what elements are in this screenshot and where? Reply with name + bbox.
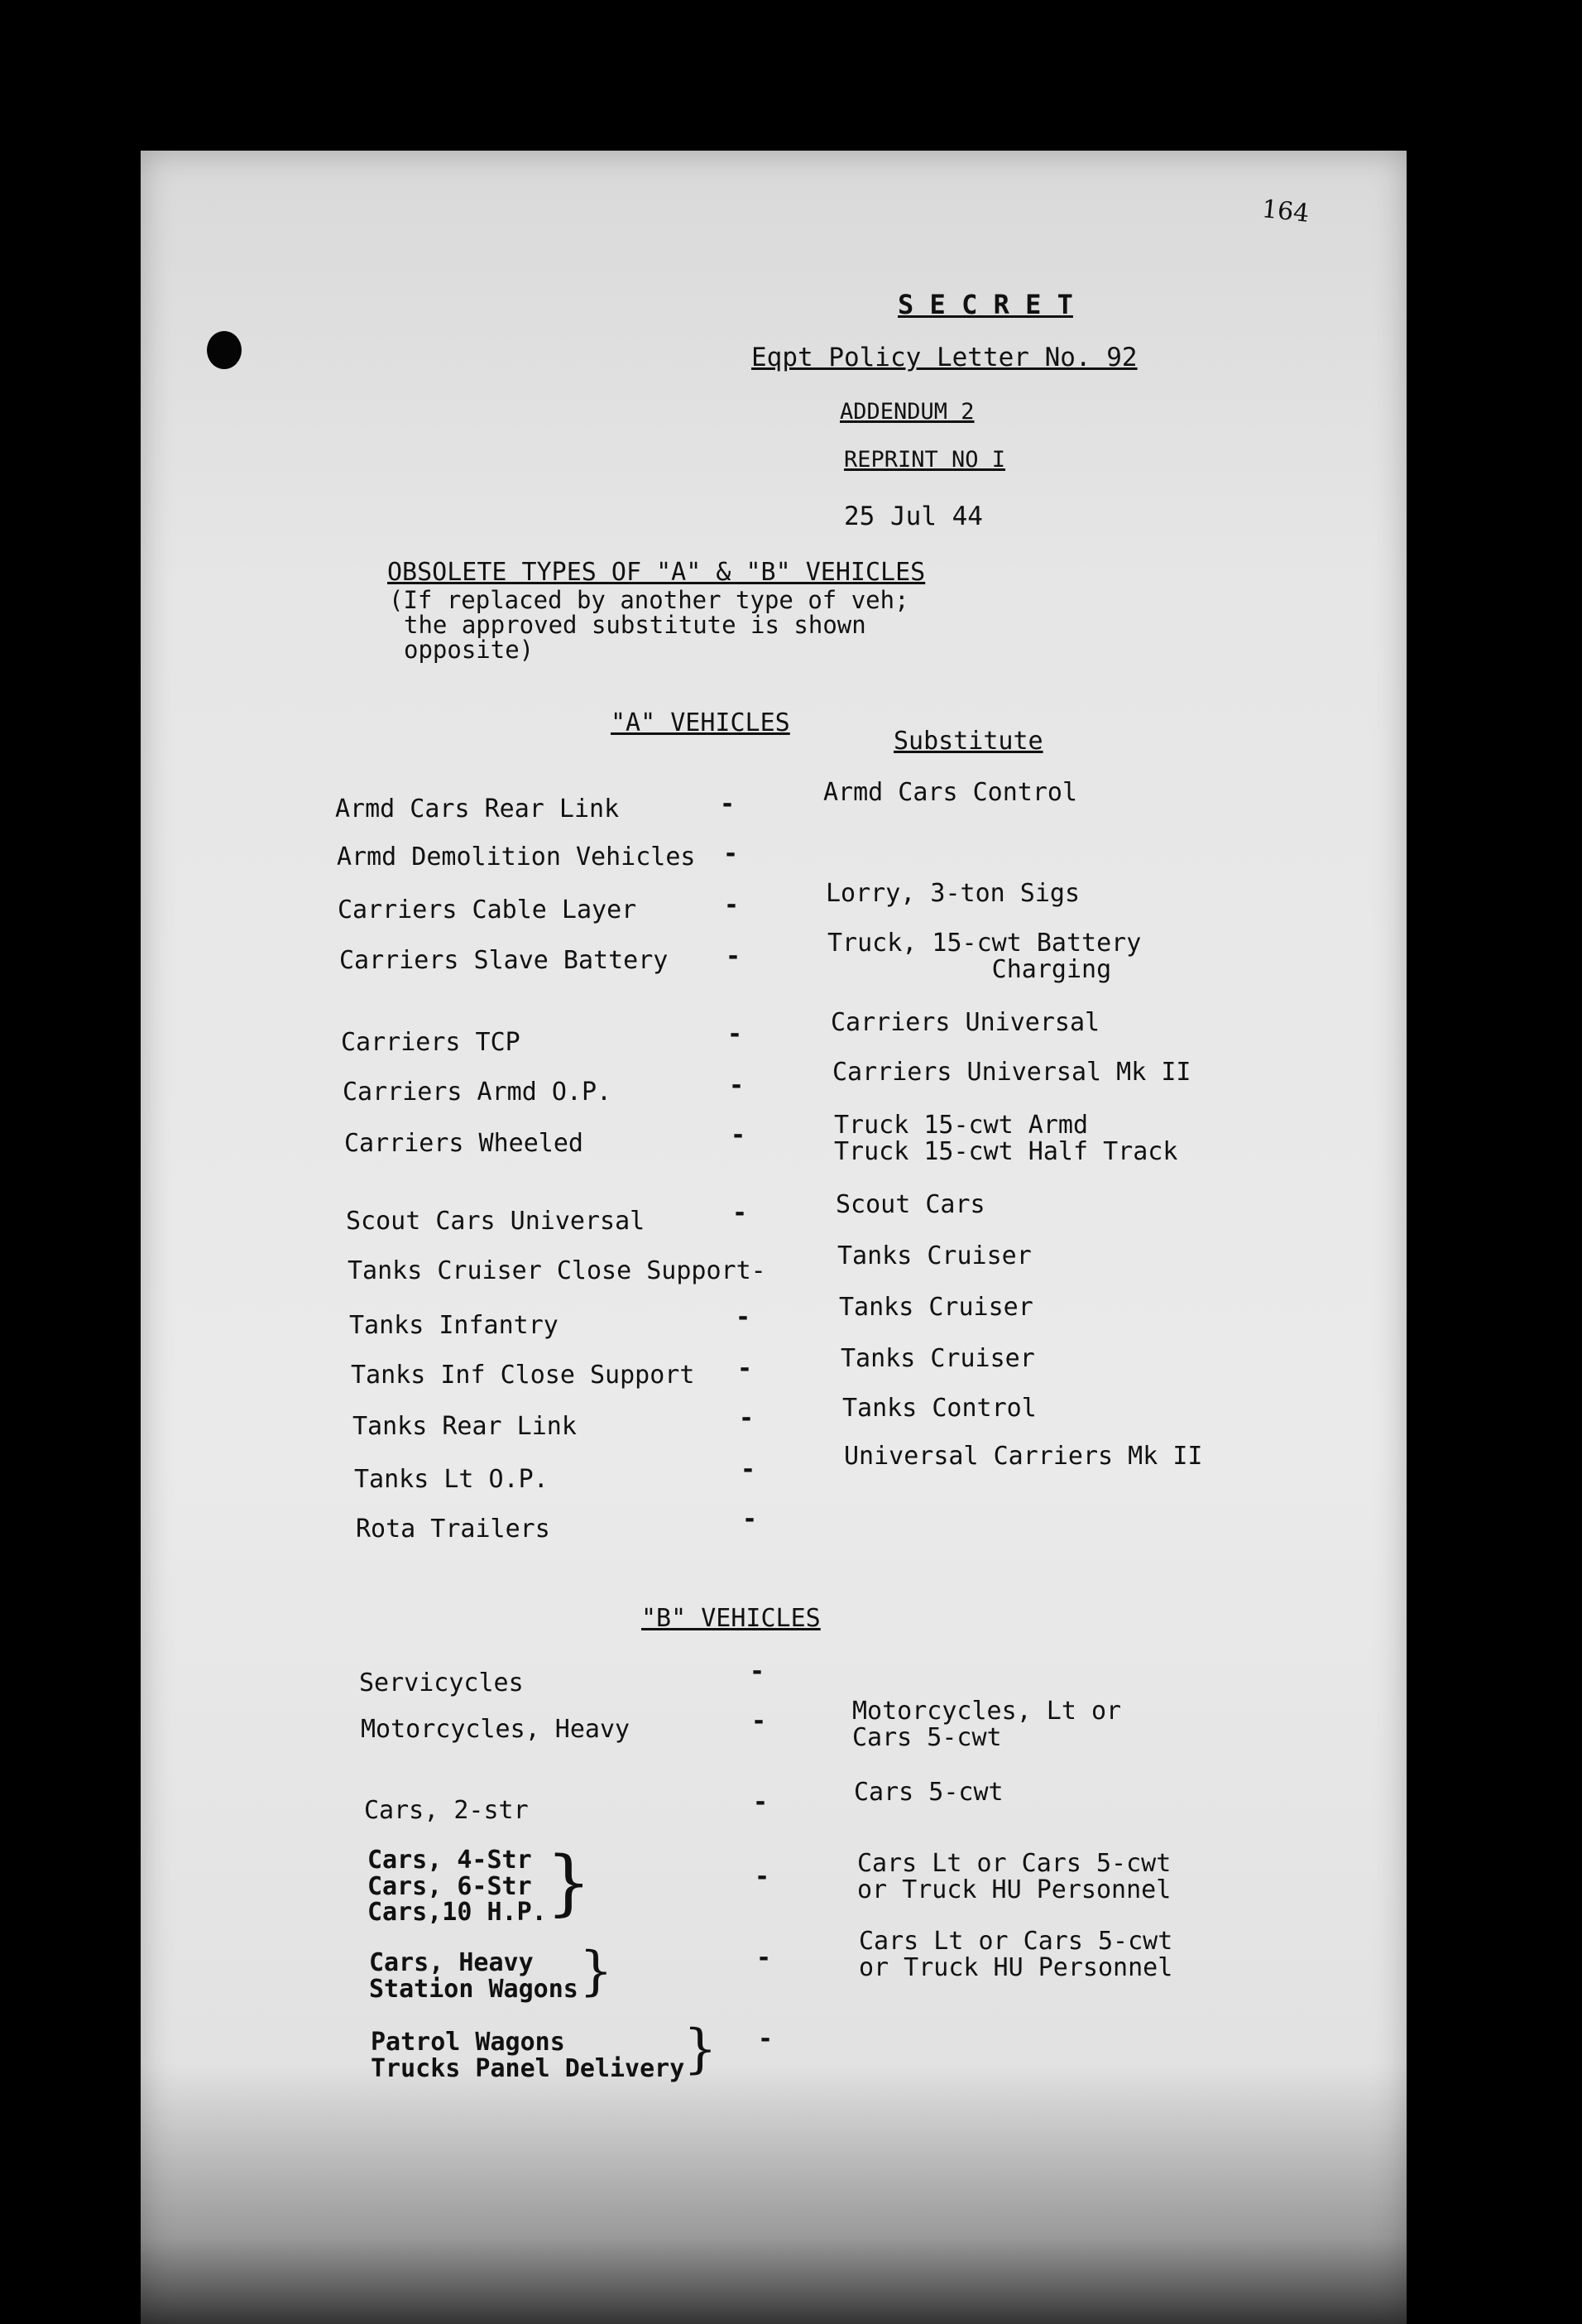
document-page: [141, 151, 1407, 2324]
a-row-dash: -: [732, 1198, 748, 1227]
a-row-vehicle: Carriers TCP: [341, 1028, 520, 1057]
b-row-dash: -: [756, 1943, 772, 1972]
a-row-vehicle: Armd Demolition Vehicles: [337, 843, 696, 872]
a-row-dash: -: [729, 1071, 745, 1100]
a-row-substitute: Tanks Cruiser: [841, 1344, 1035, 1373]
b-row-substitute: Cars Lt or Cars 5-cwt or Truck HU Personnel: [857, 1849, 1172, 1904]
a-row-dash: -: [731, 1121, 746, 1150]
b-row-vehicle: Motorcycles, Heavy: [361, 1715, 630, 1744]
a-row-vehicle: Carriers Wheeled: [344, 1129, 583, 1158]
a-vehicles-heading: "A" VEHICLES: [611, 708, 790, 737]
substitute-heading: Substitute: [894, 727, 1043, 756]
a-row-substitute: Universal Carriers Mk II: [844, 1442, 1203, 1471]
a-row-vehicle: Armd Cars Rear Link: [335, 795, 620, 823]
a-row-vehicle: Scout Cars Universal: [346, 1207, 645, 1236]
a-row-dash: -: [720, 790, 736, 819]
brace-mark: }: [683, 2019, 717, 2080]
brace-mark: }: [579, 1941, 613, 2002]
a-row-dash: -: [727, 1020, 743, 1049]
b-row-dash: -: [750, 1657, 765, 1686]
b-row-dash: -: [758, 2024, 774, 2053]
note-line-1: (If replaced by another type of veh;: [389, 586, 909, 614]
a-row-substitute: Tanks Cruiser: [839, 1293, 1033, 1322]
section-title: OBSOLETE TYPES OF "A" & "B" VEHICLES: [387, 558, 926, 587]
a-row-dash: -: [742, 1505, 758, 1534]
a-row-substitute: Armd Cars Control: [823, 778, 1078, 807]
note-line-3: opposite): [404, 636, 535, 664]
a-row-dash: -: [723, 839, 739, 868]
brace-mark: }: [546, 1841, 592, 1924]
b-row-vehicle: Cars, 4-Str Cars, 6-Str Cars,10 H.P.: [367, 1846, 547, 1927]
a-row-vehicle: Tanks Inf Close Support: [351, 1361, 695, 1390]
a-row-dash: -: [739, 1404, 755, 1433]
a-row-vehicle: Carriers Cable Layer: [338, 896, 637, 924]
a-row-substitute: Scout Cars: [836, 1190, 985, 1219]
a-row-substitute: Tanks Cruiser: [837, 1241, 1032, 1270]
b-vehicles-heading: "B" VEHICLES: [641, 1604, 821, 1633]
punch-hole: [207, 331, 242, 369]
a-row-vehicle: Rota Trailers: [356, 1515, 550, 1544]
a-row-vehicle: Carriers Armd O.P.: [343, 1078, 612, 1107]
a-row-dash: -: [741, 1455, 756, 1484]
a-row-vehicle: Tanks Lt O.P.: [354, 1465, 549, 1494]
a-row-substitute: Tanks Control: [842, 1394, 1037, 1423]
b-row-dash: -: [755, 1862, 770, 1891]
a-row-vehicle: Tanks Rear Link: [352, 1412, 577, 1441]
b-row-dash: -: [753, 1788, 769, 1817]
a-row-dash: -: [736, 1303, 751, 1332]
b-row-vehicle: Servicycles: [359, 1669, 524, 1697]
b-row-vehicle: Cars, 2-str: [364, 1796, 529, 1825]
b-row-vehicle: Cars, Heavy Station Wagons: [369, 1948, 578, 2004]
b-row-dash: -: [751, 1707, 767, 1736]
a-row-substitute: Lorry, 3-ton Sigs: [826, 879, 1081, 908]
b-row-substitute: Motorcycles, Lt or Cars 5-cwt: [852, 1697, 1122, 1752]
note-line-2: the approved substitute is shown: [404, 611, 866, 639]
letter-reference: Eqpt Policy Letter No. 92: [751, 343, 1138, 372]
document-date: 25 Jul 44: [844, 502, 983, 531]
b-row-vehicle: Patrol Wagons Trucks Panel Delivery: [371, 2028, 685, 2083]
a-row-substitute: Carriers Universal: [831, 1008, 1100, 1037]
a-row-substitute: Truck 15-cwt Armd Truck 15-cwt Half Track: [834, 1111, 1178, 1166]
folio-number: 164: [1260, 194, 1311, 228]
a-row-dash: -: [726, 942, 741, 971]
classification-heading: S E C R E T: [898, 289, 1073, 320]
b-row-substitute: Cars Lt or Cars 5-cwt or Truck HU Personnel: [859, 1927, 1173, 1982]
a-row-vehicle: Tanks Infantry: [349, 1311, 558, 1340]
a-row-substitute: Truck, 15-cwt Battery Charging: [827, 929, 1142, 984]
a-row-vehicle: Carriers Slave Battery: [339, 946, 669, 975]
a-row-substitute: Carriers Universal Mk II: [832, 1058, 1191, 1087]
a-row-dash: -: [737, 1354, 753, 1383]
a-row-vehicle: Tanks Cruiser Close Support-: [348, 1256, 766, 1285]
addendum-label: ADDENDUM 2: [840, 399, 975, 425]
a-row-dash: -: [724, 891, 740, 920]
reprint-label: REPRINT NO I: [844, 447, 1006, 473]
b-row-substitute: Cars 5-cwt: [854, 1778, 1004, 1807]
